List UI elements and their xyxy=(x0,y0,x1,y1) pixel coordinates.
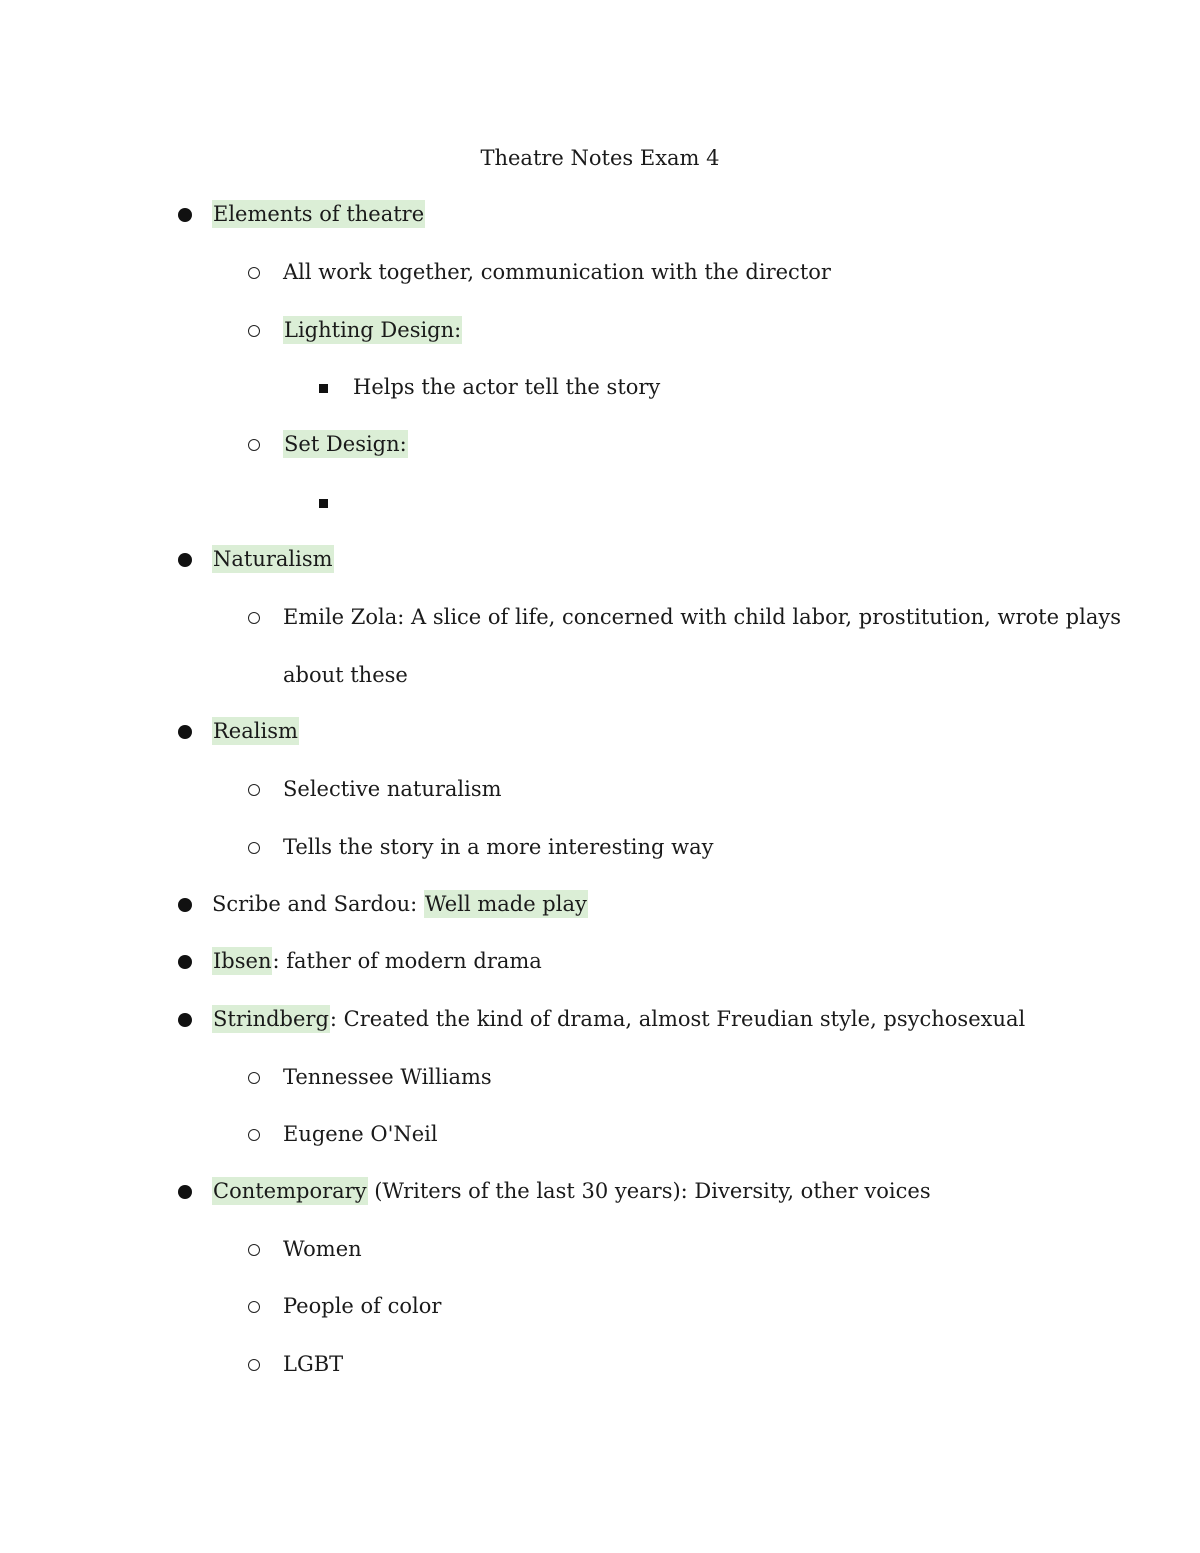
list-item-continuation xyxy=(283,659,408,691)
hollow-bullet-icon xyxy=(248,1301,260,1313)
list-item-text: Scribe and Sardou: xyxy=(212,892,424,916)
hollow-bullet-icon xyxy=(248,1359,260,1371)
list-item-text: : father of modern drama xyxy=(272,949,542,973)
highlighted-term: Contemporary xyxy=(213,1179,367,1203)
list-item-text: Helps the actor tell the story xyxy=(353,375,661,399)
list-item xyxy=(353,371,660,403)
highlighted-term: Well made play xyxy=(424,892,587,916)
list-item-text: Emile Zola: A slice of life, concerned with child labor, prostitution, wrote plays xyxy=(283,605,1122,629)
list-item-lighting-design xyxy=(283,314,462,346)
hollow-bullet-icon xyxy=(248,1244,260,1256)
list-item xyxy=(283,1348,343,1380)
filled-bullet-icon xyxy=(178,725,192,739)
list-item-scribe-sardou xyxy=(212,888,588,920)
list-item-text: LGBT xyxy=(283,1352,344,1376)
list-item xyxy=(283,601,1121,633)
list-item xyxy=(283,1233,362,1265)
list-item-set-design xyxy=(283,428,408,460)
highlighted-term: Strindberg xyxy=(213,1007,329,1031)
list-item-strindberg xyxy=(212,1003,1025,1035)
list-item-text: : Created the kind of drama, almost Freudian style, psychosexual xyxy=(329,1007,1026,1031)
list-item-text: Selective naturalism xyxy=(283,777,502,801)
filled-bullet-icon xyxy=(178,553,192,567)
list-item-text: about these xyxy=(283,663,408,687)
list-item-contemporary xyxy=(212,1175,931,1207)
list-item-naturalism xyxy=(212,543,334,575)
highlighted-heading: Realism xyxy=(213,719,298,743)
page-title: Theatre Notes Exam 4 xyxy=(480,146,720,170)
list-item xyxy=(283,256,831,288)
list-item-elements-of-theatre xyxy=(212,198,425,230)
list-item xyxy=(283,831,714,863)
highlighted-heading: Lighting Design: xyxy=(284,318,462,342)
list-item xyxy=(283,1061,492,1093)
list-item-text: Tennessee Williams xyxy=(283,1065,492,1089)
highlighted-heading: Elements of theatre xyxy=(213,202,425,226)
list-item-text: Tells the story in a more interesting way xyxy=(283,835,714,859)
highlighted-term: Ibsen xyxy=(213,949,272,973)
filled-bullet-icon xyxy=(178,955,192,969)
hollow-bullet-icon xyxy=(248,325,260,337)
hollow-bullet-icon xyxy=(248,784,260,796)
filled-bullet-icon xyxy=(178,208,192,222)
highlighted-heading: Naturalism xyxy=(213,547,333,571)
list-item-text: (Writers of the last 30 years): Diversity, other voices xyxy=(367,1179,931,1203)
filled-bullet-icon xyxy=(178,898,192,912)
list-item xyxy=(283,773,502,805)
list-item xyxy=(283,1118,438,1150)
hollow-bullet-icon xyxy=(248,267,260,279)
list-item-text: Women xyxy=(283,1237,362,1261)
list-item-text: All work together, communication with the director xyxy=(283,260,831,284)
hollow-bullet-icon xyxy=(248,1072,260,1084)
hollow-bullet-icon xyxy=(248,612,260,624)
highlighted-heading: Set Design: xyxy=(284,432,407,456)
filled-bullet-icon xyxy=(178,1013,192,1027)
list-item-text: Eugene O'Neil xyxy=(283,1122,438,1146)
filled-bullet-icon xyxy=(178,1185,192,1199)
square-bullet-icon xyxy=(319,499,328,508)
hollow-bullet-icon xyxy=(248,439,260,451)
list-item-realism xyxy=(212,715,299,747)
hollow-bullet-icon xyxy=(248,1129,260,1141)
list-item-ibsen xyxy=(212,945,542,977)
list-item xyxy=(283,1290,441,1322)
square-bullet-icon xyxy=(319,384,328,393)
hollow-bullet-icon xyxy=(248,842,260,854)
list-item-text: People of color xyxy=(283,1294,442,1318)
